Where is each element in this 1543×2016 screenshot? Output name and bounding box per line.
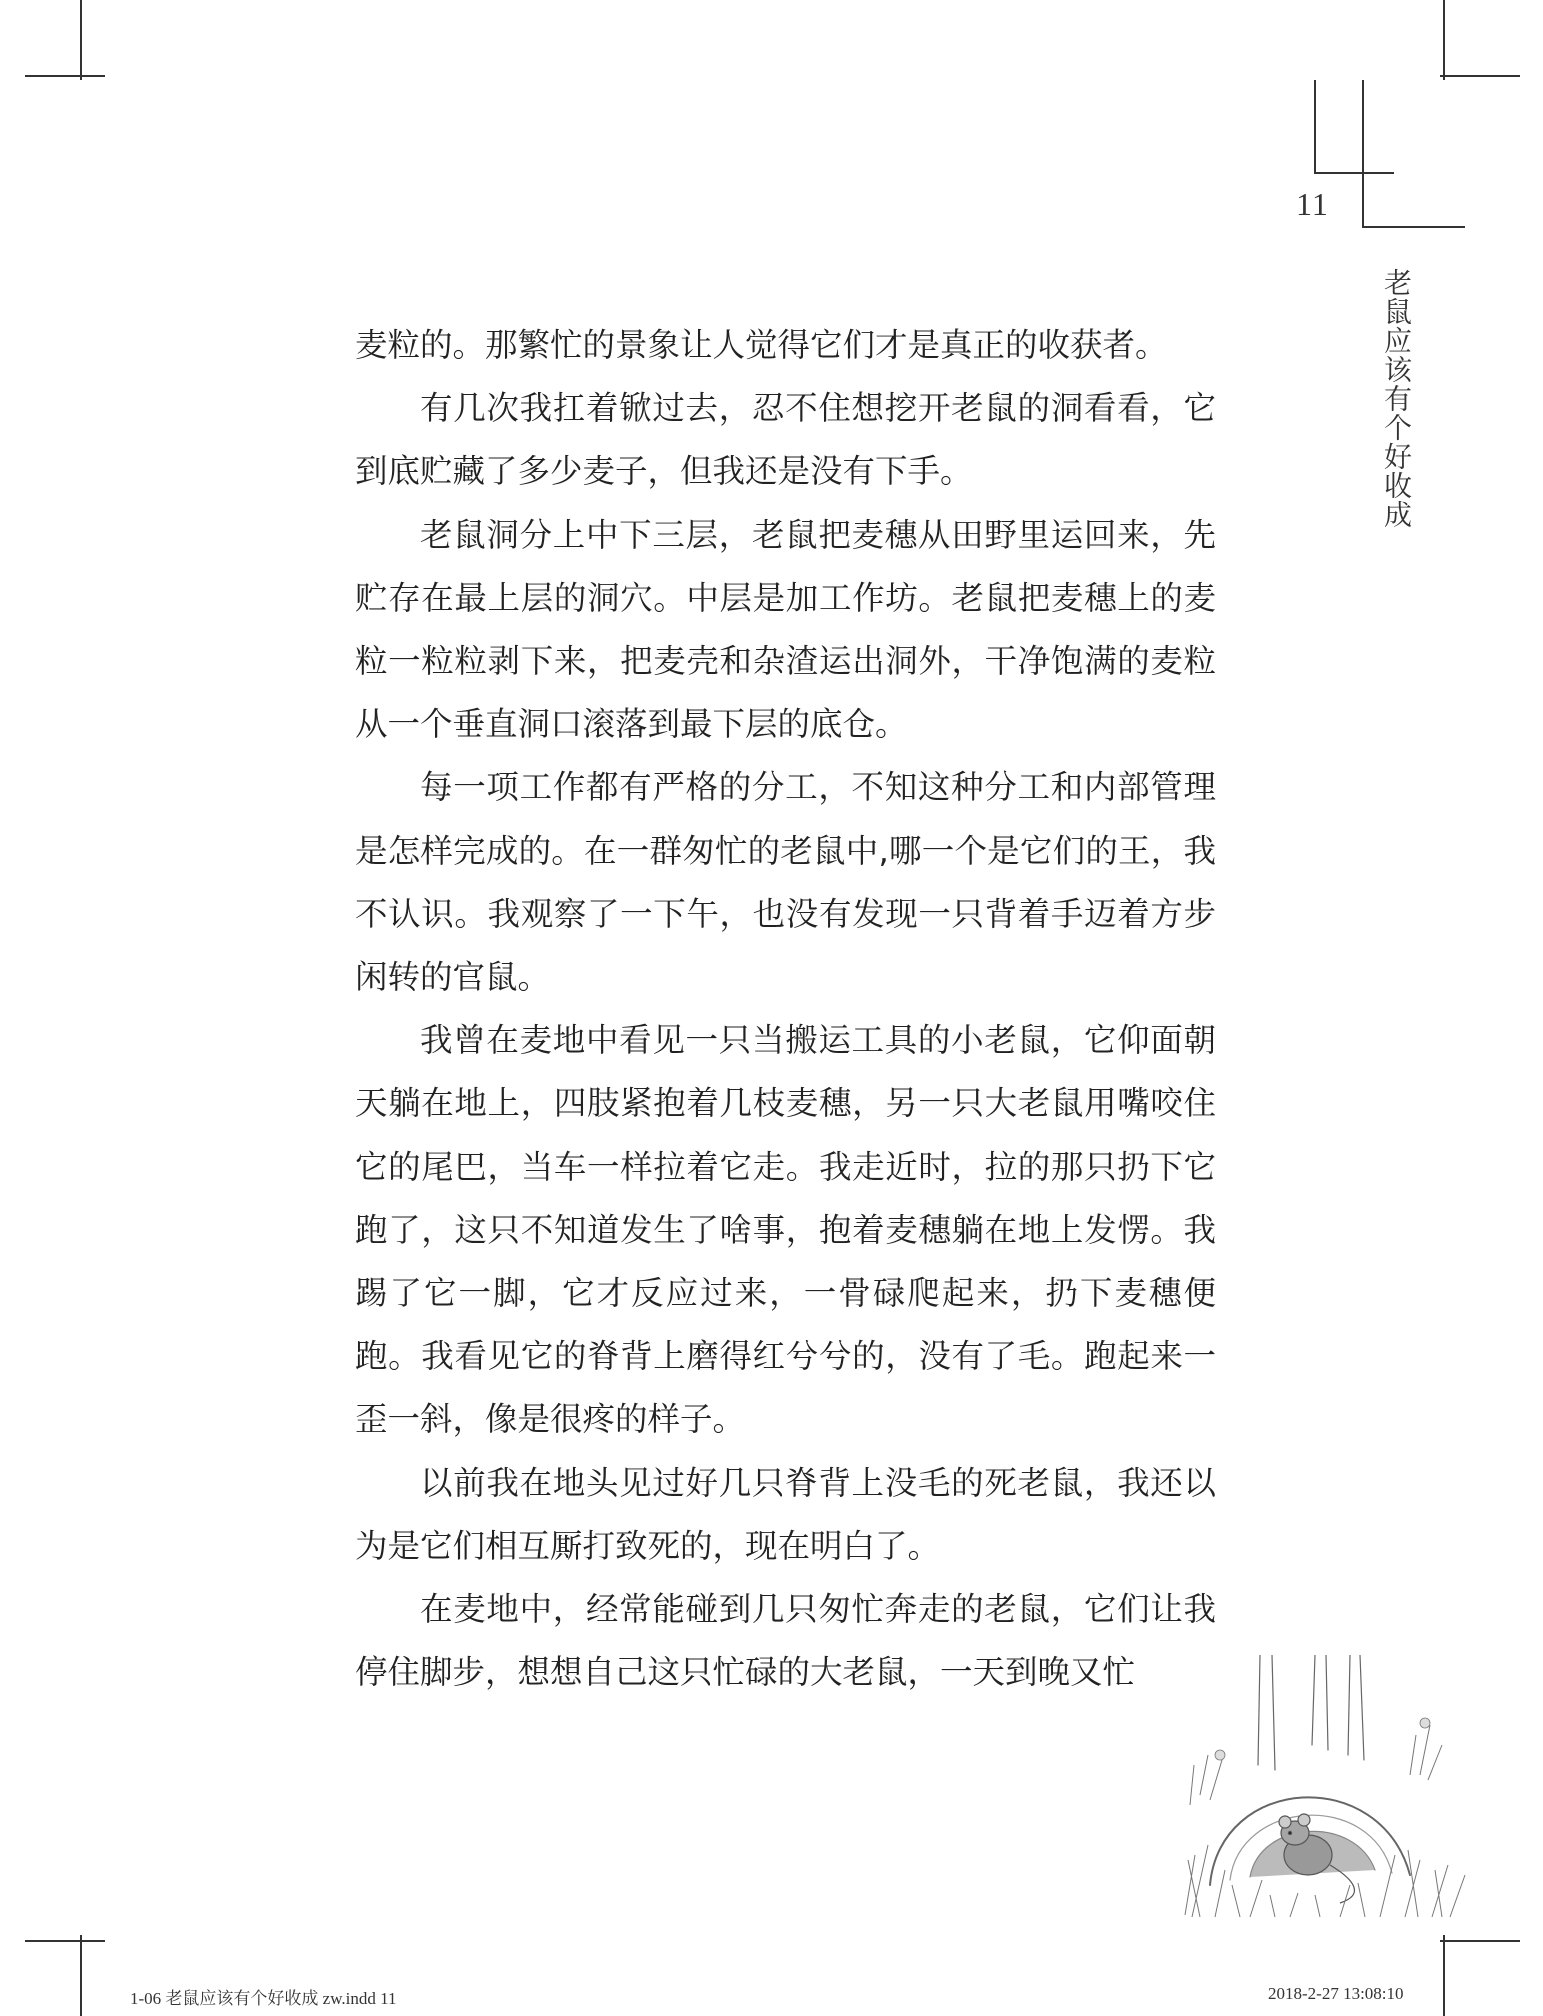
header-rule-horizontal (1314, 172, 1394, 174)
header-rule-vertical (1314, 80, 1316, 174)
crop-mark (80, 1935, 82, 2016)
running-title: 老鼠应该有个好收成 (1380, 268, 1413, 529)
file-slug: 1-06 老鼠应该有个好收成 zw.indd 11 (130, 1989, 397, 2008)
crop-mark (80, 0, 82, 80)
paragraph: 在麦地中，经常能碰到几只匆忙奔走的老鼠，它们让我停住脚步，想想自己这只忙碌的大老鼠，一天到晚又忙 (355, 1590, 1216, 1692)
header-rule-vertical (1362, 80, 1364, 228)
paragraph: 老鼠洞分上中下三层，老鼠把麦穗从田野里运回来，先贮存在最上层的洞穴。中层是加工作坊。老鼠把麦穗上的麦粒一粒粒剥下来，把麦壳和杂渣运出洞外，干净饱满的麦粒从一个垂直洞口滚落到最下层的底仓。 (355, 515, 1216, 744)
crop-mark (1440, 1940, 1520, 1942)
body-text (355, 314, 1216, 1704)
paragraph: 我曾在麦地中看见一只当搬运工具的小老鼠，它仰面朝天躺在地上，四肢紧抱着几枝麦穗，另一只大老鼠用嘴咬住它的尾巴，当车一样拉着它走。我走近时，拉的那只扔下它跑了，这只不知道发生了啥事，抱着麦穗躺在地上发愣。我踢了它一脚，它才反应过来，一骨碌爬起来，扔下麦穗便跑。我看见它的脊背上磨得红兮兮的，没有了毛。跑起来一歪一斜，像是很疼的样子。 (355, 1021, 1216, 1439)
page-number: 11 (1296, 186, 1329, 222)
paragraph: 每一项工作都有严格的分工，不知这种分工和内部管理是怎样完成的。在一群匆忙的老鼠中,哪一个是它们的王，我不认识。我观察了一下午，也没有发现一只背着手迈着方步闲转的官鼠。 (355, 768, 1216, 997)
crop-mark (1443, 0, 1445, 80)
header-rule-horizontal (1362, 226, 1465, 228)
paragraph: 以前我在地头见过好几只脊背上没毛的死老鼠，我还以为是它们相互厮打致死的，现在明白了。 (355, 1463, 1216, 1565)
crop-mark (1443, 1935, 1445, 2016)
crop-mark (25, 75, 105, 77)
print-timestamp: 2018-2-27 13:08:10 (1268, 1984, 1404, 2003)
paragraph: 有几次我扛着锨过去，忍不住想挖开老鼠的洞看看，它到底贮藏了多少麦子，但我还是没有下手。 (355, 389, 1216, 491)
paragraph: 麦粒的。那繁忙的景象让人觉得它们才是真正的收获者。 (355, 326, 1168, 364)
mouse-burrow-illustration (1180, 1655, 1470, 1925)
crop-mark (1440, 75, 1520, 77)
crop-mark (25, 1940, 105, 1942)
